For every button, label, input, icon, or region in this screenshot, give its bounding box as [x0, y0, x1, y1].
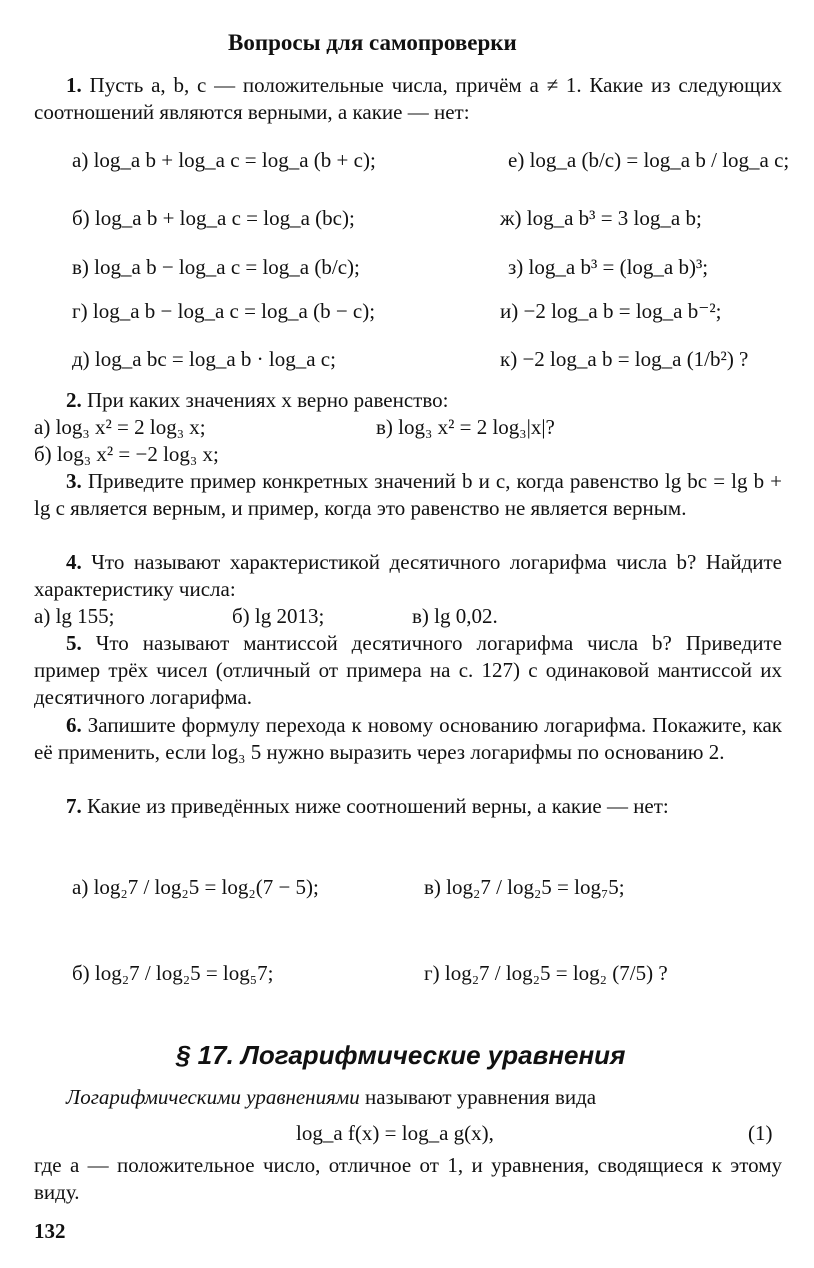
section-17-intro	[34, 1084, 782, 1111]
question-5-number: 5.	[66, 631, 82, 655]
q1-item-a: а) log_a b + log_a c = log_a (b + c);	[72, 148, 376, 172]
q1-item-d: д) log_a bc = log_a b · log_a c;	[72, 347, 336, 371]
question-5	[34, 630, 782, 711]
question-2-text: При каких значениях x верно равенство:	[87, 388, 449, 412]
question-3-number: 3.	[66, 469, 82, 493]
section-17-intro-term: Логарифмическими уравнениями	[66, 1085, 360, 1109]
q4-item-a: а) lg 155;	[34, 604, 115, 628]
q7-item-b: б) log₂7 / log₂5 = log₅7;	[72, 961, 274, 985]
q1-item-b: б) log_a b + log_a c = log_a (bc);	[72, 206, 355, 230]
question-3	[34, 468, 782, 522]
section-heading: Вопросы для самопроверки	[228, 30, 517, 55]
question-6-number: 6.	[66, 713, 82, 737]
question-4-number: 4.	[66, 550, 82, 574]
q2-item-b: б) log₃ x² = −2 log₃ x;	[34, 442, 219, 466]
q1-item-e: е) log_a (b/c) = log_a b / log_a c;	[508, 148, 790, 172]
question-7-number: 7.	[66, 794, 82, 818]
question-6-text: Запишите формулу перехода к новому основанию логарифма. Покажите, как её применить, если log₃ 5 нужно выразить через логарифмы по основанию 2.	[34, 713, 782, 764]
q1-item-z: з) log_a b³ = (log_a b)³;	[508, 255, 709, 279]
question-3-text: Приведите пример конкретных значений b и c, когда равенство lg bc = lg b + lg c является верным, и пример, когда это равенство не является верным.	[34, 469, 783, 520]
q7-item-a: а) log₂7 / log₂5 = log₂(7 − 5);	[72, 875, 319, 899]
q1-item-zh: ж) log_a b³ = 3 log_a b;	[500, 206, 702, 230]
q1-item-g: г) log_a b − log_a c = log_a (b − c);	[72, 299, 376, 323]
question-1	[34, 72, 782, 126]
section-17-equation: log_a f(x) = log_a g(x),	[296, 1121, 494, 1145]
question-1-number: 1.	[66, 73, 82, 97]
question-4-text: Что называют характеристикой десятичного логарифма числа b? Найдите характеристику числа:	[34, 550, 782, 601]
q1-item-k: к) −2 log_a b = log_a (1/b²) ?	[500, 347, 749, 371]
q2-item-v: в) log₃ x² = 2 log₃|x|?	[376, 415, 555, 439]
section-17-title: § 17. Логарифмические уравнения	[176, 1040, 626, 1070]
section-17-tail: где a — положительное число, отличное от 1, и уравнения, сводящиеся к этому виду.	[34, 1153, 782, 1204]
q7-item-g: г) log₂7 / log₂5 = log₂ (7/5) ?	[424, 961, 668, 985]
question-5-text: Что называют мантиссой десятичного логарифма числа b? Приведите пример трёх чисел (отличный от примера на с. 127) с одинаковой мантиссой их десятичного логарифма.	[34, 631, 782, 709]
page-number: 132	[34, 1219, 66, 1243]
q1-item-i: и) −2 log_a b = log_a b⁻²;	[500, 299, 722, 323]
question-2-number: 2.	[66, 388, 82, 412]
question-2	[34, 387, 782, 414]
section-17-intro-rest: называют уравнения вида	[365, 1085, 597, 1109]
question-6	[34, 712, 782, 766]
equation-number: (1)	[748, 1121, 773, 1145]
question-1-text: Пусть a, b, c — положительные числа, причём a ≠ 1. Какие из следующих соотношений являются верными, а какие — нет:	[34, 73, 782, 124]
q7-item-v: в) log₂7 / log₂5 = log₇5;	[424, 875, 625, 899]
q4-item-b: б) lg 2013;	[232, 604, 325, 628]
q4-item-v: в) lg 0,02.	[412, 604, 498, 628]
q1-item-v: в) log_a b − log_a c = log_a (b/c);	[72, 255, 360, 279]
question-4	[34, 549, 782, 603]
q2-item-a: а) log₃ x² = 2 log₃ x;	[34, 415, 206, 439]
question-7-text: Какие из приведённых ниже соотношений верны, а какие — нет:	[87, 794, 669, 818]
question-7	[34, 793, 782, 820]
